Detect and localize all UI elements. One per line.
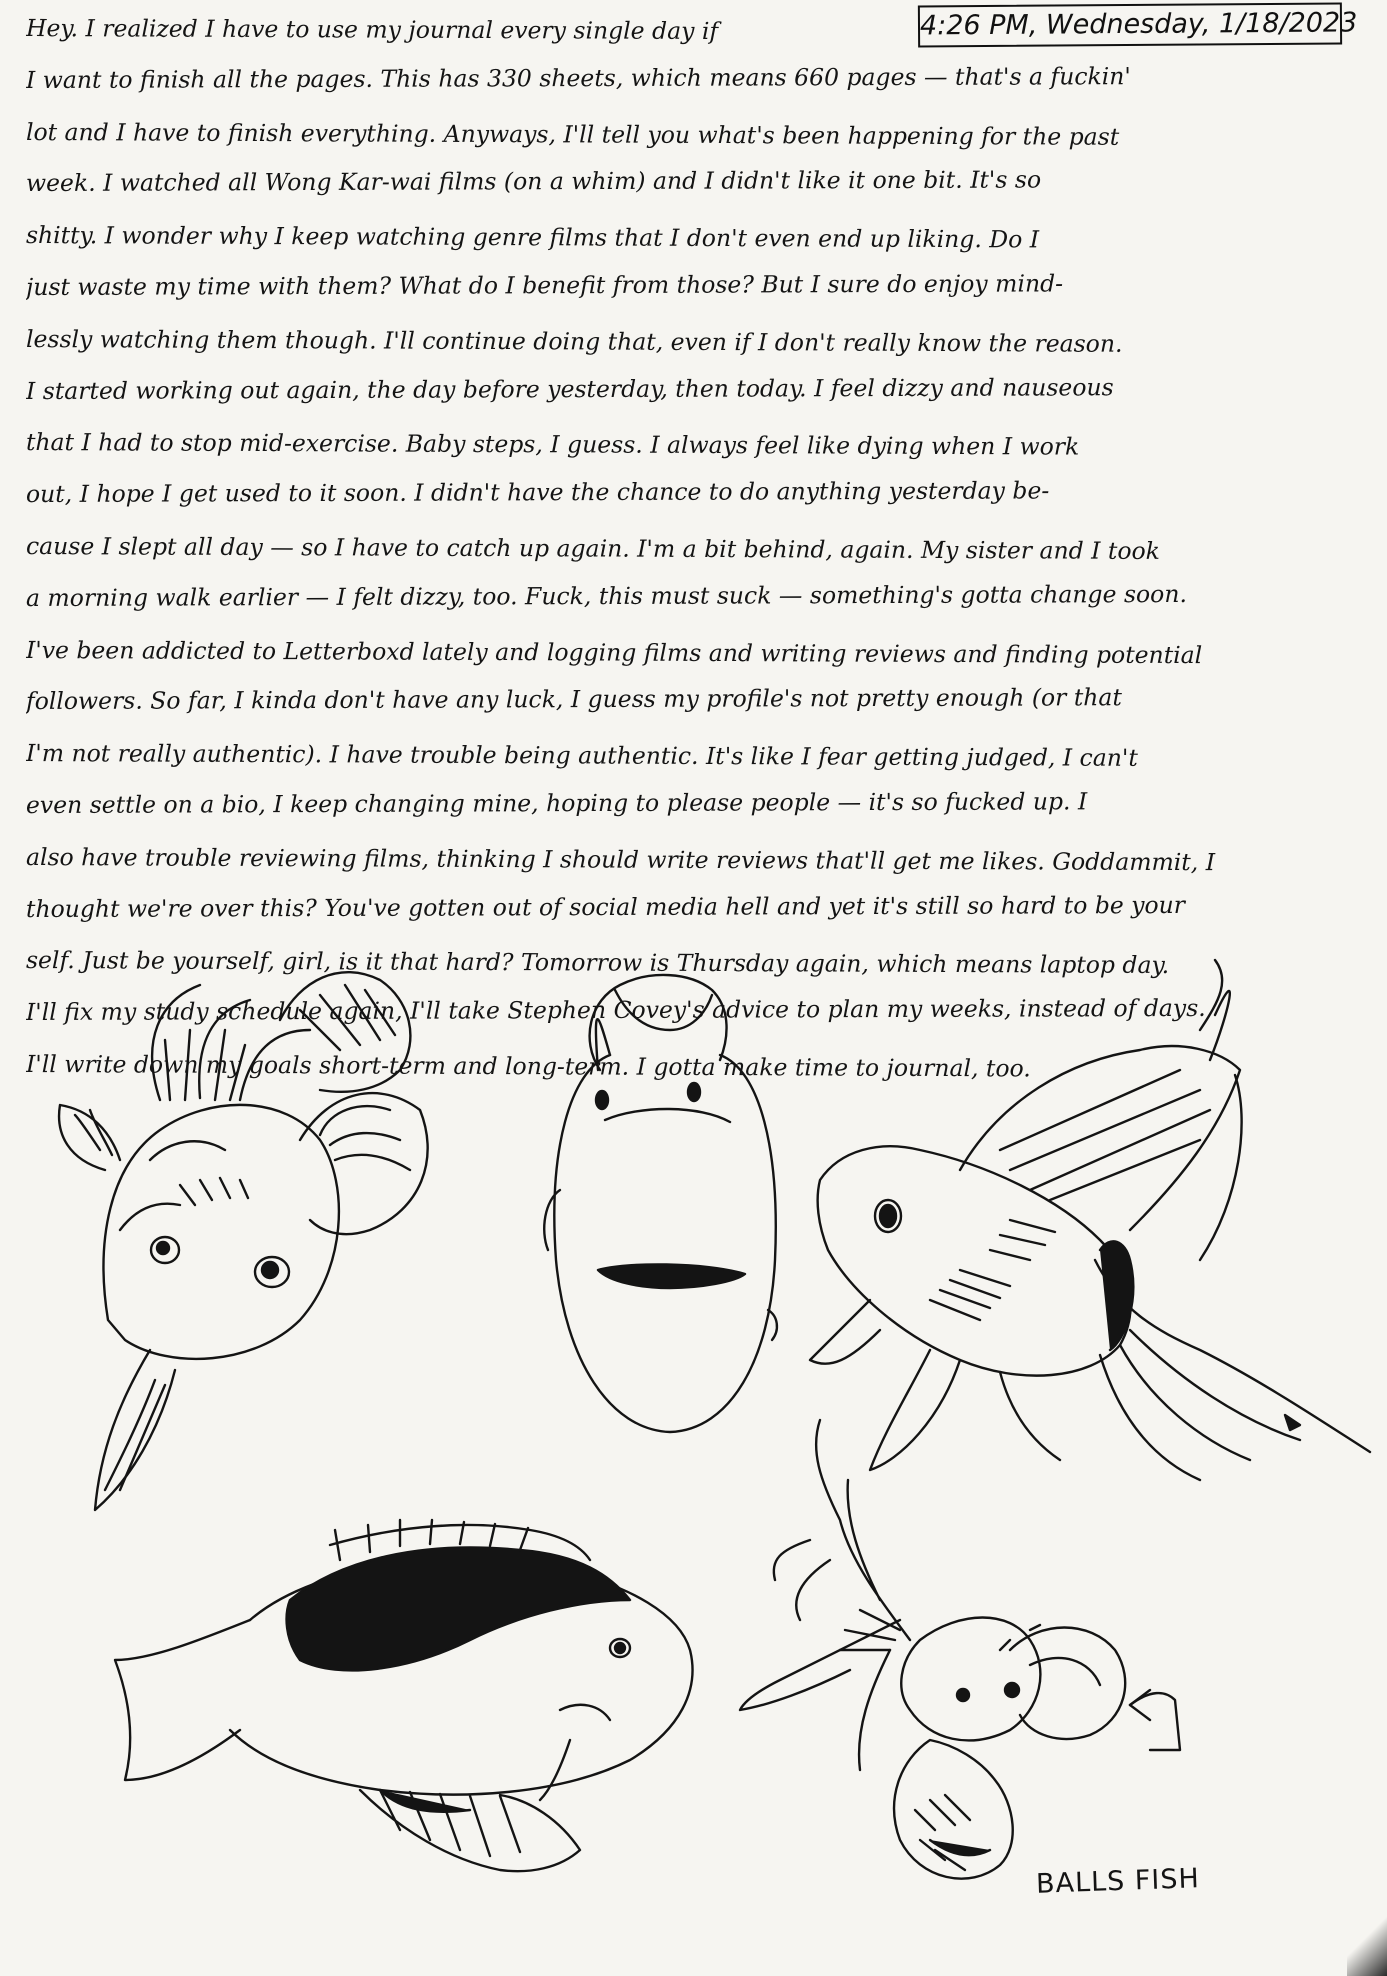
- entry-line: I want to finish all the pages. This has 330 sheets, which means 660 pages — that's a fuckin': [25, 61, 1131, 94]
- veiltail-fish-sketch: [810, 960, 1370, 1480]
- tang-fish-sketch: [115, 1520, 693, 1871]
- entry-line: self. Just be yourself, girl, is it that hard? Tomorrow is Thursday again, which means laptop day.: [25, 946, 1170, 980]
- frontal-fish-sketch: [544, 975, 777, 1432]
- entry-line: lot and I have to finish everything. Anyways, I'll tell you what's been happening for the past: [25, 117, 1120, 151]
- entry-line: also have trouble reviewing films, thinking I should write reviews that'll get me likes. Goddammit, I: [25, 842, 1216, 876]
- entry-line: out, I hope I get used to it soon. I didn't have the chance to do anything yesterday be-: [25, 476, 1050, 509]
- sketch-caption: BALLS FISH: [1035, 1863, 1201, 1900]
- entry-line: I started working out again, the day before yesterday, then today. I feel dizzy and nauseous: [25, 372, 1114, 405]
- entry-line: a morning walk earlier — I felt dizzy, too. Fuck, this must suck — something's gotta change soon.: [25, 579, 1187, 612]
- page-corner-shadow: [1347, 1916, 1387, 1976]
- entry-line: even settle on a bio, I keep changing mine, hoping to please people — it's so fucked up. I: [25, 787, 1088, 819]
- entry-line: I'll write down my goals short-term and long-term. I gotta make time to journal, too.: [25, 1049, 1031, 1083]
- entry-line: lessly watching them though. I'll continue doing that, even if I don't really know the reason.: [25, 324, 1123, 358]
- entry-line: shitty. I wonder why I keep watching genre films that I don't even end up liking. Do I: [25, 221, 1040, 254]
- entry-line: cause I slept all day — so I have to catch up again. I'm a bit behind, again. My sister and I took: [25, 531, 1160, 565]
- entry-line: just waste my time with them? What do I benefit from those? But I sure do enjoy mind-: [25, 269, 1064, 301]
- goldfish-sketch: [59, 972, 428, 1510]
- bubble-eye-fish-sketch: [740, 1420, 1180, 1879]
- entry-line: I'll fix my study schedule again, I'll take Stephen Covey's advice to plan my weeks, instead of days.: [25, 994, 1206, 1027]
- entry-line: Hey. I realized I have to use my journal every single day if: [25, 14, 719, 46]
- entry-line: thought we're over this? You've gotten out of social media hell and yet it's still so hard to be your: [25, 890, 1186, 923]
- entry-line: followers. So far, I kinda don't have any luck, I guess my profile's not pretty enough (or that: [25, 683, 1122, 716]
- entry-line: week. I watched all Wong Kar-wai films (on a whim) and I didn't like it one bit. It's so: [25, 165, 1042, 198]
- entry-line: that I had to stop mid-exercise. Baby steps, I guess. I always feel like dying when I work: [25, 428, 1080, 461]
- entry-line: I've been addicted to Letterboxd lately and logging films and writing reviews and finding potential: [25, 635, 1203, 669]
- entry-line: I'm not really authentic). I have trouble being authentic. It's like I fear getting judged, I can't: [25, 739, 1138, 773]
- date-stamp: 4:26 PM, Wednesday, 1/18/2023: [918, 3, 1342, 48]
